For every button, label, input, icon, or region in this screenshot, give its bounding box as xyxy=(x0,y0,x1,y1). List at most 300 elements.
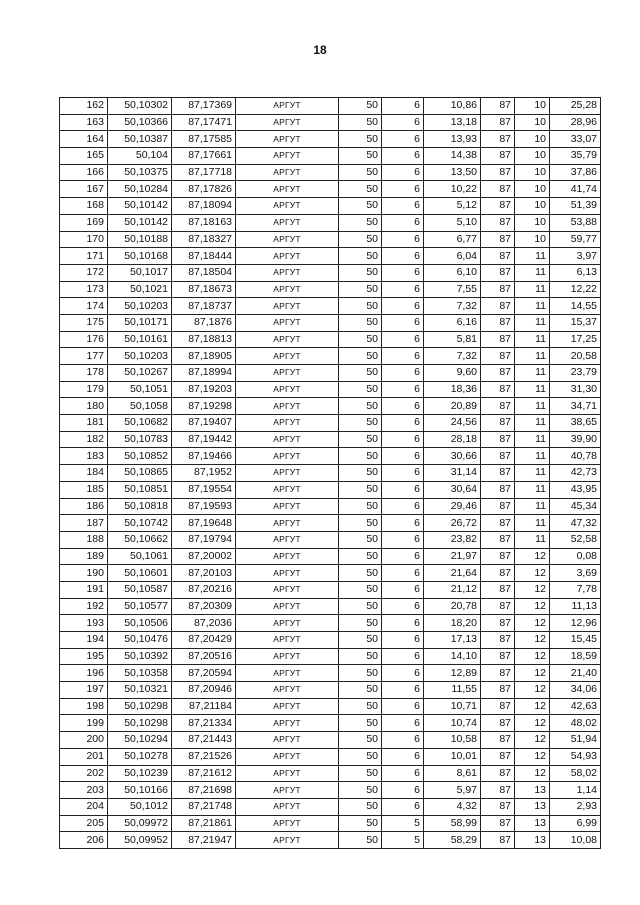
cell-lon-minutes: 13 xyxy=(515,832,550,849)
cell-lat-degrees: 50 xyxy=(339,632,382,649)
cell-lat-seconds: 6,04 xyxy=(424,248,481,265)
cell-lon-minutes: 11 xyxy=(515,365,550,382)
cell-lon-minutes: 11 xyxy=(515,481,550,498)
cell-lat-degrees: 50 xyxy=(339,248,382,265)
cell-lat-degrees: 50 xyxy=(339,398,382,415)
cell-longitude-decimal: 87,18163 xyxy=(172,214,236,231)
cell-lon-seconds: 15,37 xyxy=(550,314,601,331)
cell-latitude-decimal: 50,10166 xyxy=(108,782,172,799)
cell-lat-degrees: 50 xyxy=(339,715,382,732)
cell-longitude-decimal: 87,17585 xyxy=(172,131,236,148)
table-row xyxy=(60,715,601,732)
cell-lat-seconds: 4,32 xyxy=(424,798,481,815)
cell-lon-degrees: 87 xyxy=(481,348,515,365)
cell-lat-seconds: 10,58 xyxy=(424,732,481,749)
cell-lon-seconds: 17,25 xyxy=(550,331,601,348)
cell-lat-seconds: 5,81 xyxy=(424,331,481,348)
cell-lat-degrees: 50 xyxy=(339,498,382,515)
cell-river-name: АРГУТ xyxy=(236,448,339,465)
cell-lon-degrees: 87 xyxy=(481,264,515,281)
cell-point-number: 170 xyxy=(60,231,108,248)
cell-lat-degrees: 50 xyxy=(339,648,382,665)
cell-lon-minutes: 11 xyxy=(515,515,550,532)
cell-lon-degrees: 87 xyxy=(481,648,515,665)
cell-river-name: АРГУТ xyxy=(236,231,339,248)
table-row xyxy=(60,765,601,782)
cell-longitude-decimal: 87,20216 xyxy=(172,581,236,598)
cell-lon-minutes: 11 xyxy=(515,248,550,265)
cell-point-number: 185 xyxy=(60,481,108,498)
cell-lon-degrees: 87 xyxy=(481,148,515,165)
cell-latitude-decimal: 50,10203 xyxy=(108,348,172,365)
cell-latitude-decimal: 50,10375 xyxy=(108,164,172,181)
coordinates-table xyxy=(59,97,601,849)
cell-lon-minutes: 11 xyxy=(515,331,550,348)
cell-lat-seconds: 10,86 xyxy=(424,98,481,115)
cell-latitude-decimal: 50,10601 xyxy=(108,565,172,582)
cell-lon-seconds: 31,30 xyxy=(550,381,601,398)
cell-lon-seconds: 34,06 xyxy=(550,682,601,699)
cell-lat-seconds: 18,36 xyxy=(424,381,481,398)
cell-point-number: 196 xyxy=(60,665,108,682)
cell-lat-seconds: 17,13 xyxy=(424,632,481,649)
cell-lon-minutes: 10 xyxy=(515,148,550,165)
cell-river-name: АРГУТ xyxy=(236,815,339,832)
cell-lon-degrees: 87 xyxy=(481,832,515,849)
cell-lon-seconds: 38,65 xyxy=(550,415,601,432)
cell-point-number: 172 xyxy=(60,264,108,281)
table-row xyxy=(60,365,601,382)
cell-lat-seconds: 24,56 xyxy=(424,415,481,432)
cell-lon-seconds: 54,93 xyxy=(550,748,601,765)
cell-latitude-decimal: 50,10298 xyxy=(108,715,172,732)
cell-lat-seconds: 30,66 xyxy=(424,448,481,465)
cell-longitude-decimal: 87,20594 xyxy=(172,665,236,682)
cell-point-number: 193 xyxy=(60,615,108,632)
cell-lat-minutes: 6 xyxy=(382,148,424,165)
cell-latitude-decimal: 50,10278 xyxy=(108,748,172,765)
cell-longitude-decimal: 87,19203 xyxy=(172,381,236,398)
table-row xyxy=(60,98,601,115)
cell-lat-degrees: 50 xyxy=(339,148,382,165)
cell-lat-minutes: 6 xyxy=(382,131,424,148)
cell-lon-seconds: 12,96 xyxy=(550,615,601,632)
cell-lat-seconds: 9,60 xyxy=(424,365,481,382)
cell-latitude-decimal: 50,10818 xyxy=(108,498,172,515)
cell-point-number: 201 xyxy=(60,748,108,765)
cell-point-number: 163 xyxy=(60,114,108,131)
cell-lon-seconds: 23,79 xyxy=(550,365,601,382)
cell-river-name: АРГУТ xyxy=(236,465,339,482)
cell-lon-minutes: 12 xyxy=(515,715,550,732)
table-row xyxy=(60,348,601,365)
cell-lat-minutes: 6 xyxy=(382,214,424,231)
table-row xyxy=(60,264,601,281)
cell-lat-minutes: 6 xyxy=(382,548,424,565)
cell-lat-minutes: 6 xyxy=(382,465,424,482)
cell-lon-seconds: 37,86 xyxy=(550,164,601,181)
cell-lat-degrees: 50 xyxy=(339,481,382,498)
cell-longitude-decimal: 87,21861 xyxy=(172,815,236,832)
cell-longitude-decimal: 87,21443 xyxy=(172,732,236,749)
cell-lon-minutes: 10 xyxy=(515,214,550,231)
cell-lon-minutes: 10 xyxy=(515,231,550,248)
cell-longitude-decimal: 87,18905 xyxy=(172,348,236,365)
cell-point-number: 169 xyxy=(60,214,108,231)
cell-river-name: АРГУТ xyxy=(236,331,339,348)
cell-lat-seconds: 7,32 xyxy=(424,298,481,315)
cell-lon-seconds: 39,90 xyxy=(550,431,601,448)
cell-point-number: 192 xyxy=(60,598,108,615)
cell-lat-degrees: 50 xyxy=(339,314,382,331)
cell-lat-minutes: 6 xyxy=(382,715,424,732)
cell-river-name: АРГУТ xyxy=(236,715,339,732)
cell-longitude-decimal: 87,20429 xyxy=(172,632,236,649)
cell-lon-minutes: 12 xyxy=(515,548,550,565)
table-row xyxy=(60,481,601,498)
cell-lon-degrees: 87 xyxy=(481,765,515,782)
cell-lat-degrees: 50 xyxy=(339,765,382,782)
cell-river-name: АРГУТ xyxy=(236,181,339,198)
cell-river-name: АРГУТ xyxy=(236,365,339,382)
cell-river-name: АРГУТ xyxy=(236,281,339,298)
cell-lon-seconds: 11,13 xyxy=(550,598,601,615)
cell-lon-seconds: 35,79 xyxy=(550,148,601,165)
cell-lat-degrees: 50 xyxy=(339,565,382,582)
cell-longitude-decimal: 87,18094 xyxy=(172,198,236,215)
cell-point-number: 181 xyxy=(60,415,108,432)
cell-river-name: АРГУТ xyxy=(236,665,339,682)
cell-longitude-decimal: 87,18673 xyxy=(172,281,236,298)
cell-river-name: АРГУТ xyxy=(236,698,339,715)
cell-river-name: АРГУТ xyxy=(236,98,339,115)
cell-lat-minutes: 6 xyxy=(382,748,424,765)
cell-lat-minutes: 6 xyxy=(382,298,424,315)
cell-river-name: АРГУТ xyxy=(236,648,339,665)
cell-lon-degrees: 87 xyxy=(481,415,515,432)
cell-point-number: 175 xyxy=(60,314,108,331)
cell-lon-minutes: 12 xyxy=(515,581,550,598)
table-row xyxy=(60,832,601,849)
cell-lon-minutes: 12 xyxy=(515,615,550,632)
cell-lon-seconds: 18,59 xyxy=(550,648,601,665)
cell-lat-minutes: 6 xyxy=(382,314,424,331)
cell-lon-degrees: 87 xyxy=(481,665,515,682)
cell-river-name: АРГУТ xyxy=(236,381,339,398)
cell-river-name: АРГУТ xyxy=(236,348,339,365)
table-row xyxy=(60,648,601,665)
table-row xyxy=(60,531,601,548)
cell-longitude-decimal: 87,19648 xyxy=(172,515,236,532)
cell-latitude-decimal: 50,10142 xyxy=(108,198,172,215)
cell-lon-degrees: 87 xyxy=(481,748,515,765)
cell-longitude-decimal: 87,19593 xyxy=(172,498,236,515)
cell-lon-minutes: 11 xyxy=(515,348,550,365)
cell-point-number: 164 xyxy=(60,131,108,148)
cell-lat-seconds: 10,22 xyxy=(424,181,481,198)
cell-lon-seconds: 15,45 xyxy=(550,632,601,649)
table-row xyxy=(60,431,601,448)
cell-lon-seconds: 28,96 xyxy=(550,114,601,131)
cell-lat-seconds: 8,61 xyxy=(424,765,481,782)
cell-lon-seconds: 42,73 xyxy=(550,465,601,482)
cell-lat-degrees: 50 xyxy=(339,581,382,598)
cell-lat-seconds: 12,89 xyxy=(424,665,481,682)
cell-lat-minutes: 6 xyxy=(382,264,424,281)
cell-lat-seconds: 20,89 xyxy=(424,398,481,415)
table-row xyxy=(60,415,601,432)
cell-lon-degrees: 87 xyxy=(481,314,515,331)
cell-river-name: АРГУТ xyxy=(236,114,339,131)
cell-latitude-decimal: 50,10171 xyxy=(108,314,172,331)
table-row xyxy=(60,198,601,215)
cell-longitude-decimal: 87,21947 xyxy=(172,832,236,849)
cell-latitude-decimal: 50,09952 xyxy=(108,832,172,849)
cell-lon-degrees: 87 xyxy=(481,248,515,265)
cell-river-name: АРГУТ xyxy=(236,832,339,849)
cell-lon-degrees: 87 xyxy=(481,815,515,832)
cell-lon-seconds: 2,93 xyxy=(550,798,601,815)
cell-lat-minutes: 6 xyxy=(382,248,424,265)
table-row xyxy=(60,682,601,699)
cell-lon-minutes: 10 xyxy=(515,164,550,181)
cell-point-number: 198 xyxy=(60,698,108,715)
cell-latitude-decimal: 50,10662 xyxy=(108,531,172,548)
cell-lon-minutes: 11 xyxy=(515,465,550,482)
cell-lon-minutes: 11 xyxy=(515,431,550,448)
cell-lon-degrees: 87 xyxy=(481,632,515,649)
cell-latitude-decimal: 50,10203 xyxy=(108,298,172,315)
cell-lon-minutes: 11 xyxy=(515,415,550,432)
cell-point-number: 202 xyxy=(60,765,108,782)
cell-lat-minutes: 6 xyxy=(382,281,424,298)
cell-lat-degrees: 50 xyxy=(339,615,382,632)
cell-lon-minutes: 12 xyxy=(515,565,550,582)
cell-lon-minutes: 12 xyxy=(515,765,550,782)
cell-latitude-decimal: 50,10742 xyxy=(108,515,172,532)
cell-lat-seconds: 21,64 xyxy=(424,565,481,582)
cell-longitude-decimal: 87,21698 xyxy=(172,782,236,799)
cell-lat-degrees: 50 xyxy=(339,832,382,849)
cell-point-number: 184 xyxy=(60,465,108,482)
cell-lon-minutes: 12 xyxy=(515,648,550,665)
cell-lat-degrees: 50 xyxy=(339,815,382,832)
cell-longitude-decimal: 87,21184 xyxy=(172,698,236,715)
cell-point-number: 178 xyxy=(60,365,108,382)
cell-longitude-decimal: 87,17826 xyxy=(172,181,236,198)
cell-latitude-decimal: 50,10587 xyxy=(108,581,172,598)
cell-lat-seconds: 6,10 xyxy=(424,264,481,281)
cell-lat-degrees: 50 xyxy=(339,231,382,248)
cell-lon-degrees: 87 xyxy=(481,515,515,532)
cell-latitude-decimal: 50,10168 xyxy=(108,248,172,265)
cell-lon-minutes: 11 xyxy=(515,298,550,315)
cell-lat-minutes: 6 xyxy=(382,181,424,198)
cell-lat-degrees: 50 xyxy=(339,298,382,315)
cell-longitude-decimal: 87,17661 xyxy=(172,148,236,165)
table-row xyxy=(60,114,601,131)
cell-lon-degrees: 87 xyxy=(481,531,515,548)
cell-longitude-decimal: 87,18813 xyxy=(172,331,236,348)
cell-longitude-decimal: 87,20002 xyxy=(172,548,236,565)
cell-lon-minutes: 12 xyxy=(515,682,550,699)
cell-lat-degrees: 50 xyxy=(339,698,382,715)
cell-lon-seconds: 21,40 xyxy=(550,665,601,682)
cell-lon-degrees: 87 xyxy=(481,281,515,298)
cell-lat-seconds: 14,10 xyxy=(424,648,481,665)
cell-lat-minutes: 6 xyxy=(382,598,424,615)
cell-latitude-decimal: 50,10188 xyxy=(108,231,172,248)
cell-latitude-decimal: 50,10387 xyxy=(108,131,172,148)
table-row xyxy=(60,815,601,832)
cell-longitude-decimal: 87,18327 xyxy=(172,231,236,248)
cell-river-name: АРГУТ xyxy=(236,565,339,582)
cell-lat-minutes: 6 xyxy=(382,198,424,215)
cell-lon-degrees: 87 xyxy=(481,398,515,415)
cell-longitude-decimal: 87,17369 xyxy=(172,98,236,115)
cell-latitude-decimal: 50,10294 xyxy=(108,732,172,749)
cell-latitude-decimal: 50,10366 xyxy=(108,114,172,131)
cell-latitude-decimal: 50,10358 xyxy=(108,665,172,682)
cell-latitude-decimal: 50,104 xyxy=(108,148,172,165)
cell-lon-seconds: 14,55 xyxy=(550,298,601,315)
cell-lat-minutes: 6 xyxy=(382,531,424,548)
table-row xyxy=(60,565,601,582)
cell-lon-seconds: 0,08 xyxy=(550,548,601,565)
cell-river-name: АРГУТ xyxy=(236,782,339,799)
table-row xyxy=(60,465,601,482)
cell-longitude-decimal: 87,19554 xyxy=(172,481,236,498)
cell-lat-minutes: 6 xyxy=(382,398,424,415)
cell-point-number: 190 xyxy=(60,565,108,582)
cell-lat-seconds: 11,55 xyxy=(424,682,481,699)
cell-river-name: АРГУТ xyxy=(236,798,339,815)
cell-longitude-decimal: 87,19407 xyxy=(172,415,236,432)
cell-river-name: АРГУТ xyxy=(236,548,339,565)
cell-lat-degrees: 50 xyxy=(339,365,382,382)
cell-lat-seconds: 5,97 xyxy=(424,782,481,799)
cell-lat-degrees: 50 xyxy=(339,381,382,398)
cell-lon-degrees: 87 xyxy=(481,465,515,482)
cell-lat-degrees: 50 xyxy=(339,448,382,465)
table-body xyxy=(60,98,601,849)
cell-point-number: 206 xyxy=(60,832,108,849)
cell-lat-minutes: 6 xyxy=(382,164,424,181)
cell-lat-seconds: 6,77 xyxy=(424,231,481,248)
cell-river-name: АРГУТ xyxy=(236,765,339,782)
cell-lon-minutes: 10 xyxy=(515,198,550,215)
cell-lat-seconds: 20,78 xyxy=(424,598,481,615)
cell-lon-degrees: 87 xyxy=(481,581,515,598)
cell-lon-minutes: 11 xyxy=(515,264,550,281)
cell-point-number: 199 xyxy=(60,715,108,732)
cell-lon-minutes: 10 xyxy=(515,98,550,115)
cell-latitude-decimal: 50,10321 xyxy=(108,682,172,699)
cell-latitude-decimal: 50,10476 xyxy=(108,632,172,649)
cell-lat-seconds: 14,38 xyxy=(424,148,481,165)
cell-lat-seconds: 13,93 xyxy=(424,131,481,148)
cell-lat-seconds: 58,29 xyxy=(424,832,481,849)
cell-longitude-decimal: 87,2036 xyxy=(172,615,236,632)
cell-river-name: АРГУТ xyxy=(236,682,339,699)
table-row xyxy=(60,748,601,765)
cell-lat-degrees: 50 xyxy=(339,548,382,565)
cell-longitude-decimal: 87,1876 xyxy=(172,314,236,331)
table-row xyxy=(60,581,601,598)
cell-lon-degrees: 87 xyxy=(481,598,515,615)
cell-lon-degrees: 87 xyxy=(481,431,515,448)
cell-longitude-decimal: 87,19298 xyxy=(172,398,236,415)
cell-lon-degrees: 87 xyxy=(481,698,515,715)
cell-lat-minutes: 6 xyxy=(382,331,424,348)
cell-river-name: АРГУТ xyxy=(236,415,339,432)
cell-river-name: АРГУТ xyxy=(236,498,339,515)
cell-longitude-decimal: 87,18994 xyxy=(172,365,236,382)
cell-point-number: 200 xyxy=(60,732,108,749)
cell-lat-seconds: 10,74 xyxy=(424,715,481,732)
cell-lon-degrees: 87 xyxy=(481,782,515,799)
table-row xyxy=(60,331,601,348)
cell-point-number: 182 xyxy=(60,431,108,448)
cell-longitude-decimal: 87,20309 xyxy=(172,598,236,615)
cell-lat-minutes: 6 xyxy=(382,682,424,699)
cell-lon-minutes: 11 xyxy=(515,381,550,398)
cell-lat-seconds: 26,72 xyxy=(424,515,481,532)
table-row xyxy=(60,314,601,331)
cell-lon-degrees: 87 xyxy=(481,114,515,131)
cell-lat-seconds: 30,64 xyxy=(424,481,481,498)
cell-point-number: 180 xyxy=(60,398,108,415)
cell-lon-degrees: 87 xyxy=(481,331,515,348)
cell-latitude-decimal: 50,10267 xyxy=(108,365,172,382)
cell-lon-seconds: 51,39 xyxy=(550,198,601,215)
cell-lon-degrees: 87 xyxy=(481,481,515,498)
cell-longitude-decimal: 87,17471 xyxy=(172,114,236,131)
cell-lat-minutes: 6 xyxy=(382,381,424,398)
cell-lat-degrees: 50 xyxy=(339,164,382,181)
cell-longitude-decimal: 87,18504 xyxy=(172,264,236,281)
cell-lat-degrees: 50 xyxy=(339,331,382,348)
cell-lon-seconds: 45,34 xyxy=(550,498,601,515)
cell-point-number: 176 xyxy=(60,331,108,348)
cell-river-name: АРГУТ xyxy=(236,131,339,148)
cell-point-number: 174 xyxy=(60,298,108,315)
cell-river-name: АРГУТ xyxy=(236,481,339,498)
cell-river-name: АРГУТ xyxy=(236,632,339,649)
cell-lon-degrees: 87 xyxy=(481,798,515,815)
cell-point-number: 177 xyxy=(60,348,108,365)
table-row xyxy=(60,498,601,515)
cell-lat-minutes: 6 xyxy=(382,114,424,131)
table-row xyxy=(60,281,601,298)
cell-point-number: 166 xyxy=(60,164,108,181)
cell-river-name: АРГУТ xyxy=(236,598,339,615)
cell-river-name: АРГУТ xyxy=(236,198,339,215)
table-row xyxy=(60,548,601,565)
cell-lon-minutes: 10 xyxy=(515,181,550,198)
cell-lat-degrees: 50 xyxy=(339,98,382,115)
cell-lon-seconds: 10,08 xyxy=(550,832,601,849)
cell-lon-seconds: 20,58 xyxy=(550,348,601,365)
cell-lon-seconds: 58,02 xyxy=(550,765,601,782)
table-row xyxy=(60,598,601,615)
cell-lat-minutes: 6 xyxy=(382,765,424,782)
cell-lon-degrees: 87 xyxy=(481,498,515,515)
cell-lat-seconds: 18,20 xyxy=(424,615,481,632)
cell-latitude-decimal: 50,10161 xyxy=(108,331,172,348)
cell-lon-seconds: 41,74 xyxy=(550,181,601,198)
cell-lon-seconds: 3,69 xyxy=(550,565,601,582)
